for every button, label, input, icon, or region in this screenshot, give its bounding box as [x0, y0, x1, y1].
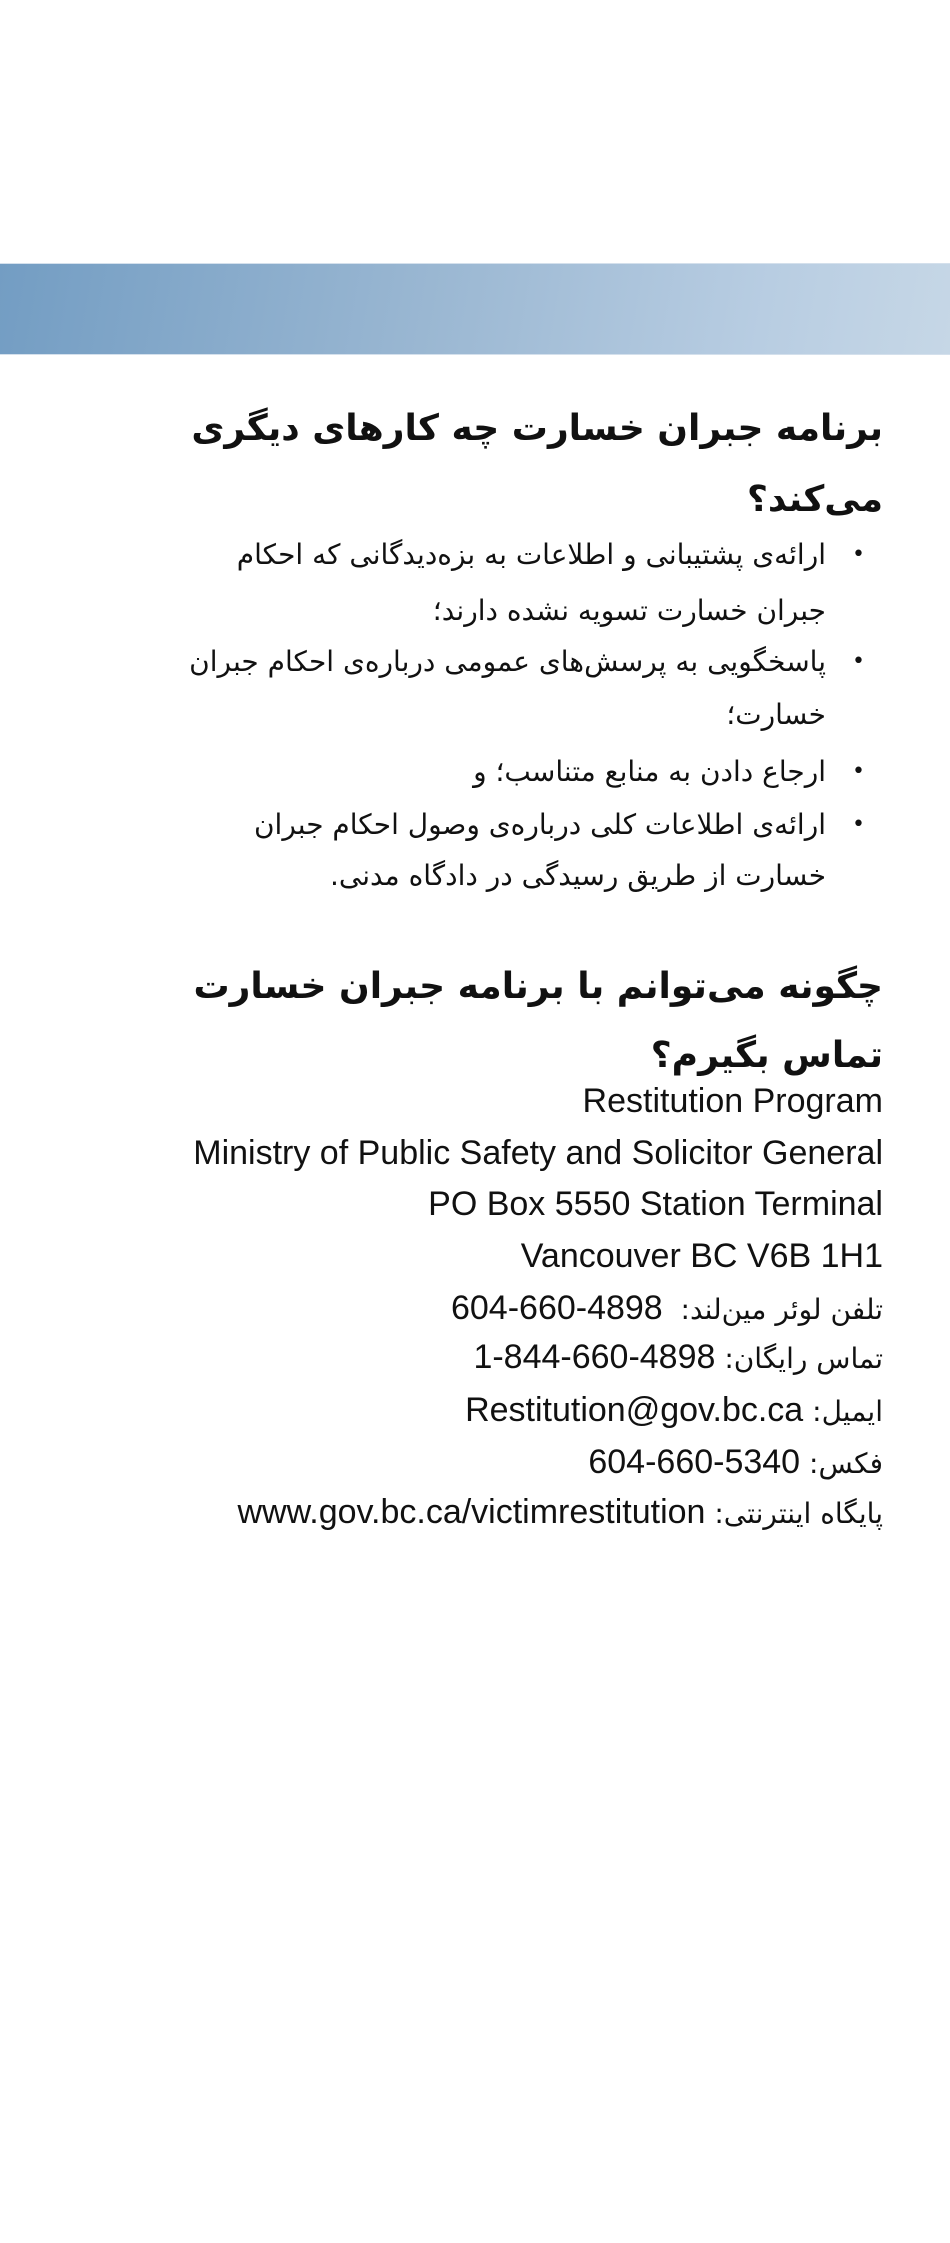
address-line: Ministry of Public Safety and Solicitor General	[193, 1134, 883, 1172]
list-item: جبران خسارت تسویه نشده دارند؛	[432, 594, 826, 627]
bullet-icon: •	[852, 542, 865, 567]
section-heading: می‌کند؟	[746, 479, 883, 520]
contact-label: تماس رایگان:	[724, 1342, 883, 1375]
list-item: خسارت؛	[726, 698, 826, 731]
section-heading: برنامه جبران خسارت چه کارهای دیگری	[191, 408, 883, 449]
bullet-icon: •	[852, 812, 865, 837]
section-heading: چگونه می‌توانم با برنامه جبران خسارت	[193, 966, 883, 1007]
address-line: Restitution Program	[582, 1082, 883, 1120]
list-item: خسارت از طریق رسیدگی در دادگاه مدنی.	[329, 859, 826, 892]
list-item: پاسخگویی به پرسش‌های عمومی درباره‌ی احکام جبران	[189, 645, 826, 678]
contact-label: پایگاه اینترنتی:	[714, 1497, 883, 1530]
list-item: ارائه‌ی اطلاعات کلی درباره‌ی وصول احکام جبران	[253, 808, 826, 841]
address-line: Vancouver BC V6B 1H1	[520, 1237, 883, 1275]
contact-toll-free	[473, 1332, 883, 1384]
phone-value[interactable]: 604-660-4898	[450, 1289, 663, 1327]
contact-fax	[588, 1437, 883, 1489]
list-item: ارائه‌ی پشتیبانی و اطلاعات به بزه‌دیدگانی که احکام	[236, 538, 826, 571]
address-line: PO Box 5550 Station Terminal	[428, 1185, 883, 1223]
email-link[interactable]: Restitution@gov.bc.ca	[465, 1391, 804, 1429]
contact-email	[465, 1385, 883, 1437]
list-item: ارجاع دادن به منابع متناسب؛ و	[473, 755, 826, 788]
bullet-icon: •	[852, 759, 865, 784]
website-link[interactable]: www.gov.bc.ca/victimrestitution	[237, 1493, 706, 1531]
header-band	[0, 263, 950, 355]
contact-label: ایمیل:	[812, 1395, 883, 1428]
contact-label: تلفن لوئر مین‌لند:	[680, 1293, 883, 1326]
contact-website	[238, 1487, 884, 1539]
fax-value: 604-660-5340	[588, 1443, 801, 1481]
section-heading: تماس بگیرم؟	[650, 1035, 883, 1076]
contact-label: فکس:	[809, 1447, 883, 1480]
bullet-icon: •	[852, 649, 865, 674]
toll-free-value[interactable]: 1-844-660-4898	[473, 1338, 716, 1376]
contact-phone	[451, 1283, 883, 1335]
